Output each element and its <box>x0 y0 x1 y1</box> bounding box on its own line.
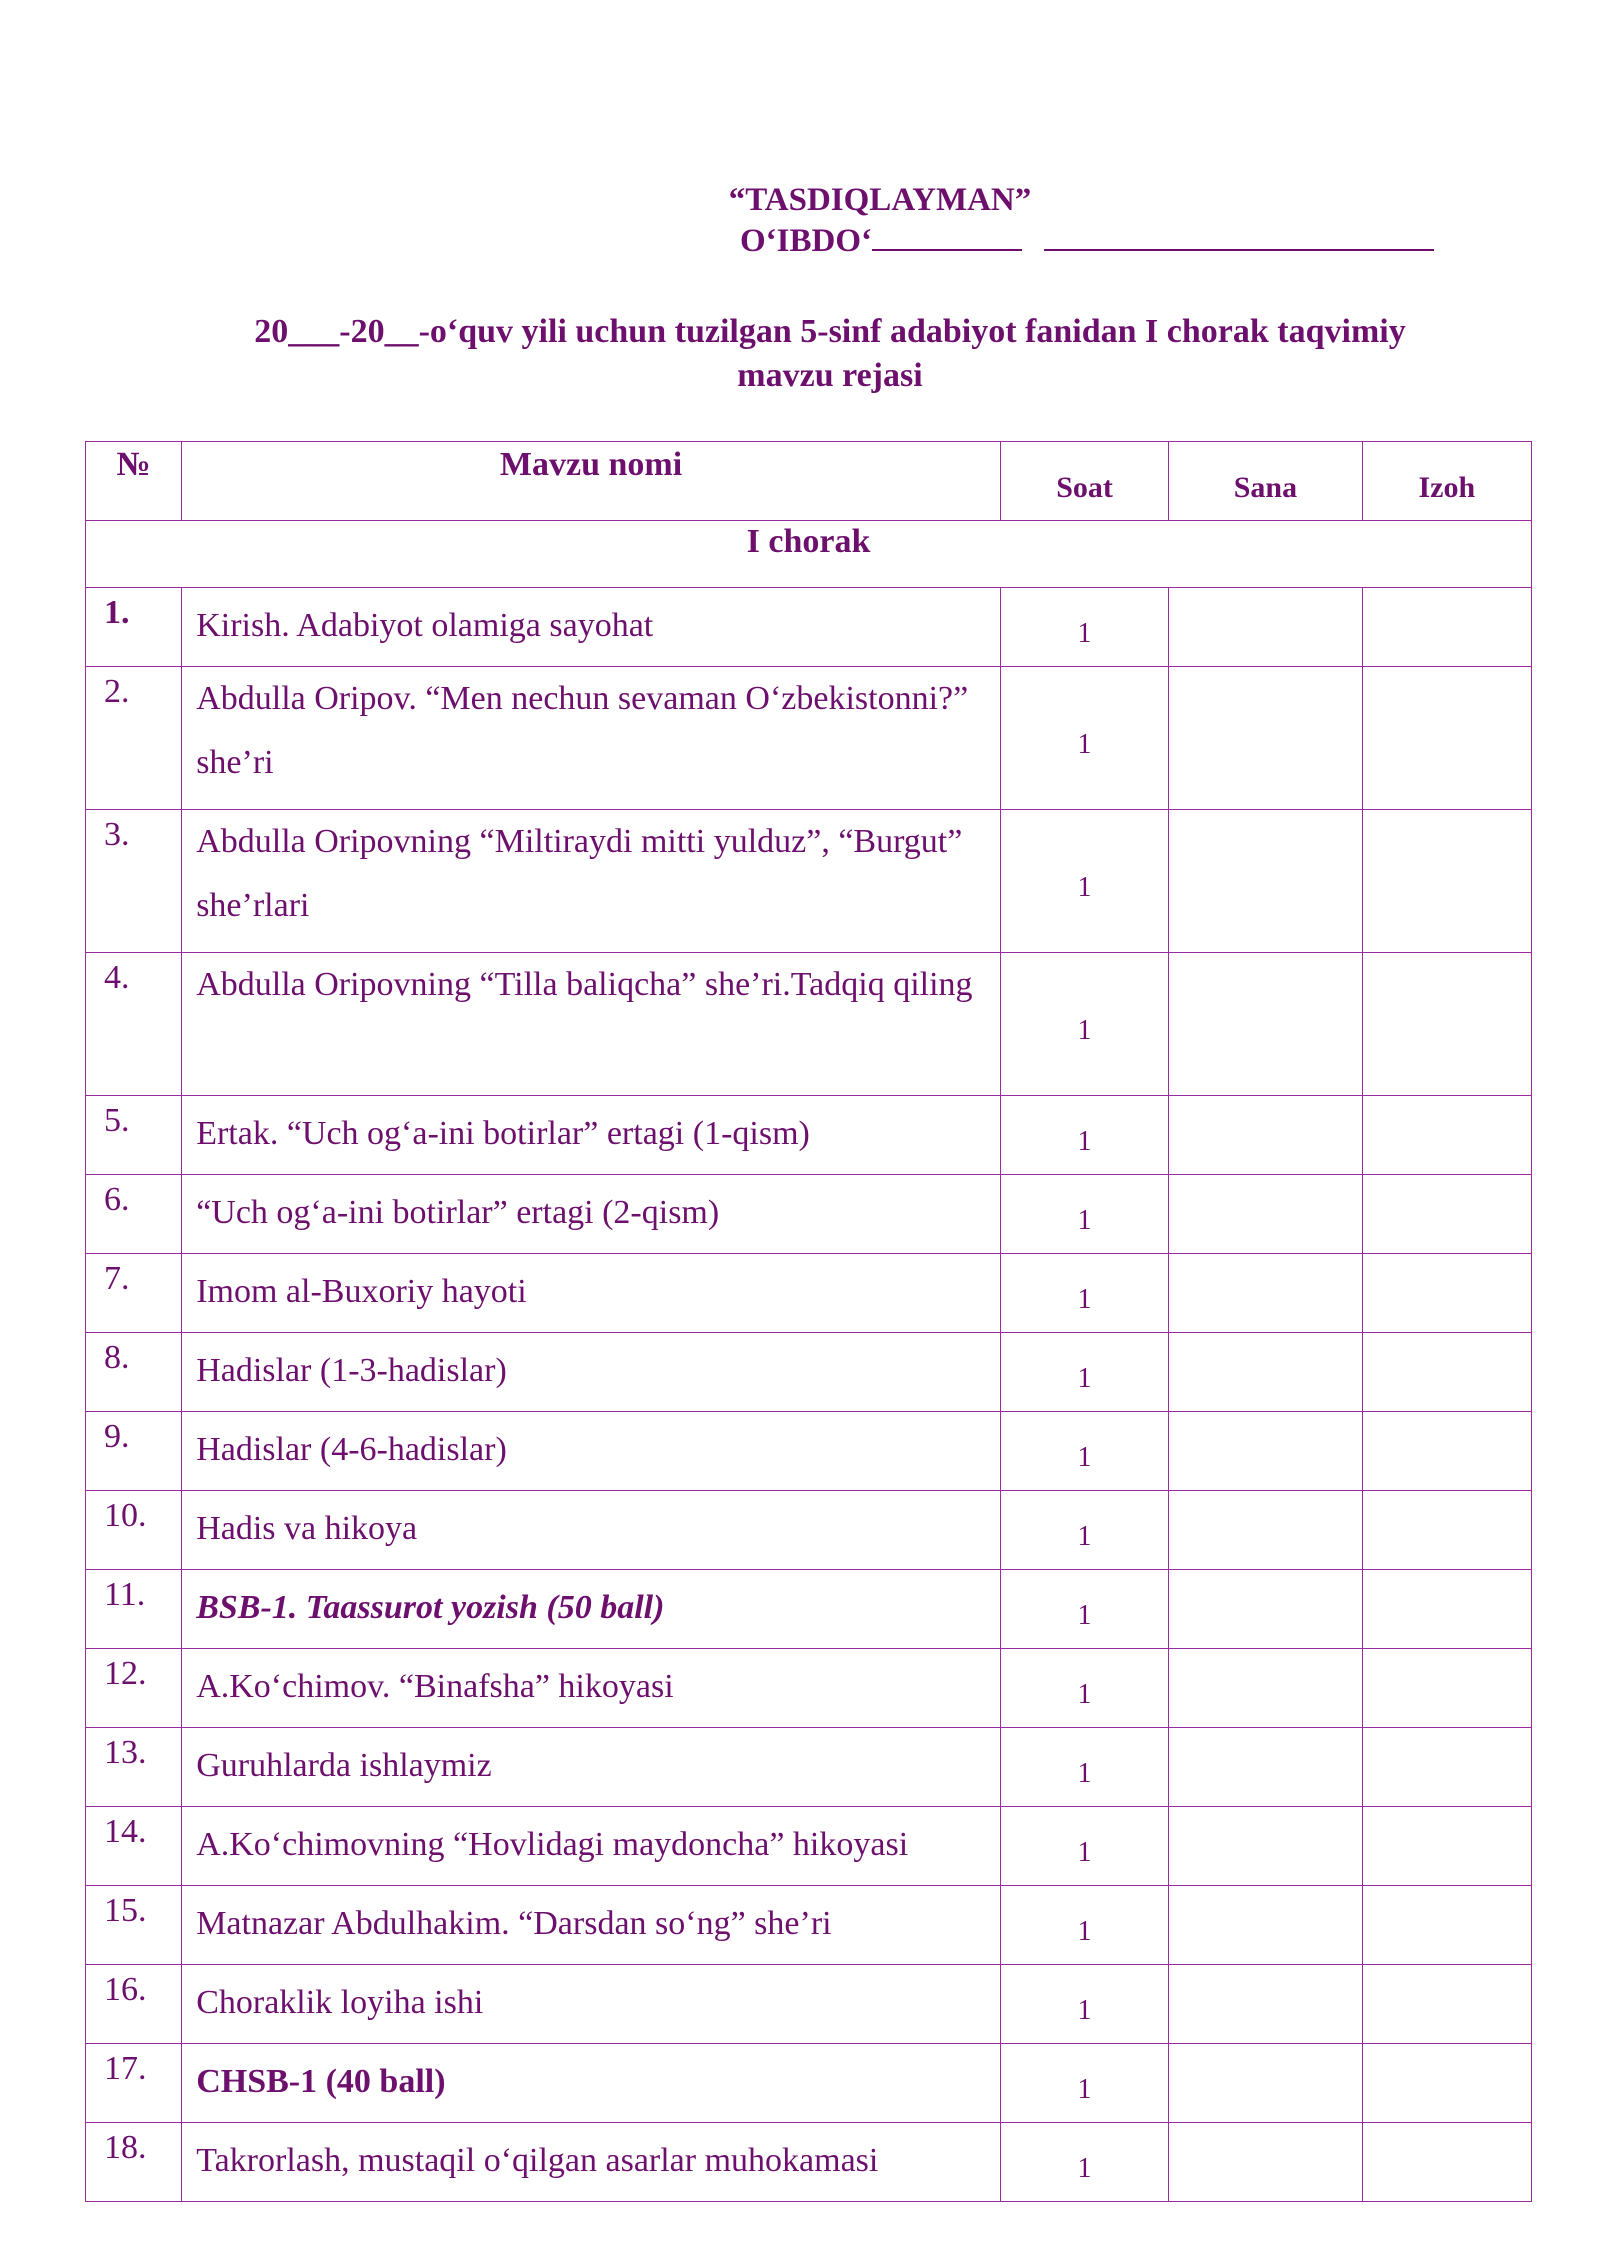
topic-text: Choraklik loyiha ishi <box>196 1984 484 2021</box>
approval-title: “TASDIQLAYMAN” <box>728 182 1032 218</box>
topic-text: Ertak. “Uch og‘a-ini botirlar” ertagi (1-qism) <box>196 1115 810 1152</box>
row-note[interactable] <box>1362 1649 1531 1728</box>
table-row <box>86 1333 1532 1412</box>
row-date[interactable] <box>1169 1096 1362 1175</box>
table-row <box>86 1649 1532 1728</box>
topic-text: CHSB-1 (40 ball) <box>196 2063 446 2100</box>
row-hours: 1 <box>1000 1175 1168 1254</box>
row-hours: 1 <box>1000 953 1168 1096</box>
row-number: 4. <box>86 953 182 1096</box>
table-row <box>86 1096 1532 1175</box>
row-date[interactable] <box>1169 667 1362 810</box>
section-title: I chorak <box>86 521 1532 588</box>
table-row <box>86 953 1532 1096</box>
row-note[interactable] <box>1362 1807 1531 1886</box>
row-number: 17. <box>86 2044 182 2123</box>
row-topic <box>182 810 1001 953</box>
row-topic <box>182 1649 1001 1728</box>
header-topic: Mavzu nomi <box>182 442 1001 521</box>
row-note[interactable] <box>1362 1965 1531 2044</box>
row-topic <box>182 2044 1001 2123</box>
row-hours: 1 <box>1000 1491 1168 1570</box>
row-note[interactable] <box>1362 588 1531 667</box>
row-number: 6. <box>86 1175 182 1254</box>
row-date[interactable] <box>1169 1175 1362 1254</box>
name-blank <box>1044 223 1434 251</box>
row-date[interactable] <box>1169 1965 1362 2044</box>
row-topic <box>182 1491 1001 1570</box>
topic-text: Hadis va hikoya <box>196 1510 418 1547</box>
topic-text: Hadislar (4-6-hadislar) <box>196 1431 507 1468</box>
row-date[interactable] <box>1169 1886 1362 1965</box>
table-row <box>86 1412 1532 1491</box>
row-date[interactable] <box>1169 1333 1362 1412</box>
row-date[interactable] <box>1169 1491 1362 1570</box>
row-hours: 1 <box>1000 1333 1168 1412</box>
row-hours: 1 <box>1000 1254 1168 1333</box>
row-hours: 1 <box>1000 1807 1168 1886</box>
topic-text: Abdulla Oripov. “Men nechun sevaman O‘zbekistonni?” she’ri <box>196 680 969 781</box>
row-hours: 1 <box>1000 1728 1168 1807</box>
row-note[interactable] <box>1362 1728 1531 1807</box>
row-date[interactable] <box>1169 953 1362 1096</box>
topic-text: Takrorlash, mustaqil o‘qilgan asarlar muhokamasi <box>196 2142 879 2179</box>
topic-text: Abdulla Oripovning “Tilla baliqcha” she’ri.Tadqiq qiling <box>196 966 973 1003</box>
row-topic <box>182 1096 1001 1175</box>
row-hours: 1 <box>1000 1096 1168 1175</box>
row-note[interactable] <box>1362 810 1531 953</box>
row-number: 14. <box>86 1807 182 1886</box>
row-note[interactable] <box>1362 1412 1531 1491</box>
table-row <box>86 588 1532 667</box>
topic-text: Matnazar Abdulhakim. “Darsdan so‘ng” she’ri <box>196 1905 832 1942</box>
row-topic <box>182 1254 1001 1333</box>
row-date[interactable] <box>1169 1570 1362 1649</box>
row-note[interactable] <box>1362 1333 1531 1412</box>
row-note[interactable] <box>1362 1491 1531 1570</box>
row-note[interactable] <box>1362 1886 1531 1965</box>
header-number: № <box>86 442 182 521</box>
row-note[interactable] <box>1362 2044 1531 2123</box>
row-number: 10. <box>86 1491 182 1570</box>
row-hours: 1 <box>1000 588 1168 667</box>
lesson-plan-table <box>85 441 1532 2202</box>
table-row <box>86 1254 1532 1333</box>
row-topic <box>182 588 1001 667</box>
table-row <box>86 2123 1532 2202</box>
row-hours: 1 <box>1000 810 1168 953</box>
row-number: 5. <box>86 1096 182 1175</box>
topic-text: A.Ko‘chimov. “Binafsha” hikoyasi <box>196 1668 674 1705</box>
table-row <box>86 1175 1532 1254</box>
approval-block <box>600 182 1180 260</box>
topic-text: “Uch og‘a-ini botirlar” ertagi (2-qism) <box>196 1194 720 1231</box>
row-date[interactable] <box>1169 1728 1362 1807</box>
table-row <box>86 1728 1532 1807</box>
table-row <box>86 1570 1532 1649</box>
row-number: 1. <box>86 588 182 667</box>
row-number: 12. <box>86 1649 182 1728</box>
row-number: 3. <box>86 810 182 953</box>
row-topic <box>182 1886 1001 1965</box>
row-note[interactable] <box>1362 1175 1531 1254</box>
topic-text: Abdulla Oripovning “Miltiraydi mitti yulduz”, “Burgut” she’rlari <box>196 823 963 924</box>
document-title-line2: mavzu rejasi <box>737 357 923 394</box>
row-hours: 1 <box>1000 1965 1168 2044</box>
row-hours: 1 <box>1000 2123 1168 2202</box>
table-row <box>86 1886 1532 1965</box>
row-number: 11. <box>86 1570 182 1649</box>
topic-text: A.Ko‘chimovning “Hovlidagi maydoncha” hikoyasi <box>196 1826 909 1863</box>
topic-text: Imom al-Buxoriy hayoti <box>196 1273 527 1310</box>
row-note[interactable] <box>1362 953 1531 1096</box>
table-row <box>86 810 1532 953</box>
approval-org: O‘IBDO‘ <box>740 223 872 259</box>
row-number: 15. <box>86 1886 182 1965</box>
topic-text: BSB-1. Taassurot yozish (50 ball) <box>196 1589 665 1626</box>
header-hours: Soat <box>1000 442 1168 521</box>
row-number: 7. <box>86 1254 182 1333</box>
table-row <box>86 1491 1532 1570</box>
row-topic <box>182 1570 1001 1649</box>
row-note[interactable] <box>1362 1254 1531 1333</box>
row-note[interactable] <box>1362 1570 1531 1649</box>
row-date[interactable] <box>1169 1807 1362 1886</box>
header-date: Sana <box>1169 442 1362 521</box>
row-number: 16. <box>86 1965 182 2044</box>
row-number: 18. <box>86 2123 182 2202</box>
row-date[interactable] <box>1169 810 1362 953</box>
table-row <box>86 1807 1532 1886</box>
row-date[interactable] <box>1169 1649 1362 1728</box>
row-hours: 1 <box>1000 2044 1168 2123</box>
row-date[interactable] <box>1169 2123 1362 2202</box>
document-title <box>140 310 1520 398</box>
topic-text: Hadislar (1-3-hadislar) <box>196 1352 507 1389</box>
row-number: 9. <box>86 1412 182 1491</box>
table-row <box>86 2044 1532 2123</box>
row-note[interactable] <box>1362 2123 1531 2202</box>
row-note[interactable] <box>1362 1096 1531 1175</box>
row-hours: 1 <box>1000 667 1168 810</box>
row-topic <box>182 953 1001 1096</box>
approval-signature-line <box>740 223 1180 260</box>
row-hours: 1 <box>1000 1570 1168 1649</box>
row-hours: 1 <box>1000 1412 1168 1491</box>
topic-text: Guruhlarda ishlaymiz <box>196 1747 492 1784</box>
row-date[interactable] <box>1169 1412 1362 1491</box>
row-note[interactable] <box>1362 667 1531 810</box>
row-number: 13. <box>86 1728 182 1807</box>
row-topic <box>182 667 1001 810</box>
row-topic <box>182 1807 1001 1886</box>
section-row <box>86 521 1532 588</box>
row-number: 2. <box>86 667 182 810</box>
row-topic <box>182 1175 1001 1254</box>
row-topic <box>182 1412 1001 1491</box>
table-row <box>86 667 1532 810</box>
row-number: 8. <box>86 1333 182 1412</box>
signature-blank <box>872 223 1022 251</box>
header-note: Izoh <box>1362 442 1531 521</box>
row-hours: 1 <box>1000 1886 1168 1965</box>
row-topic <box>182 1333 1001 1412</box>
row-topic <box>182 1728 1001 1807</box>
row-topic <box>182 1965 1001 2044</box>
row-hours: 1 <box>1000 1649 1168 1728</box>
document-title-line1: 20___-20__-o‘quv yili uchun tuzilgan 5-sinf adabiyot fanidan I chorak taqvimiy <box>254 313 1406 350</box>
row-date[interactable] <box>1169 2044 1362 2123</box>
table-row <box>86 1965 1532 2044</box>
row-topic <box>182 2123 1001 2202</box>
row-date[interactable] <box>1169 1254 1362 1333</box>
table-header-row <box>86 442 1532 521</box>
topic-text: Kirish. Adabiyot olamiga sayohat <box>196 607 654 644</box>
row-date[interactable] <box>1169 588 1362 667</box>
